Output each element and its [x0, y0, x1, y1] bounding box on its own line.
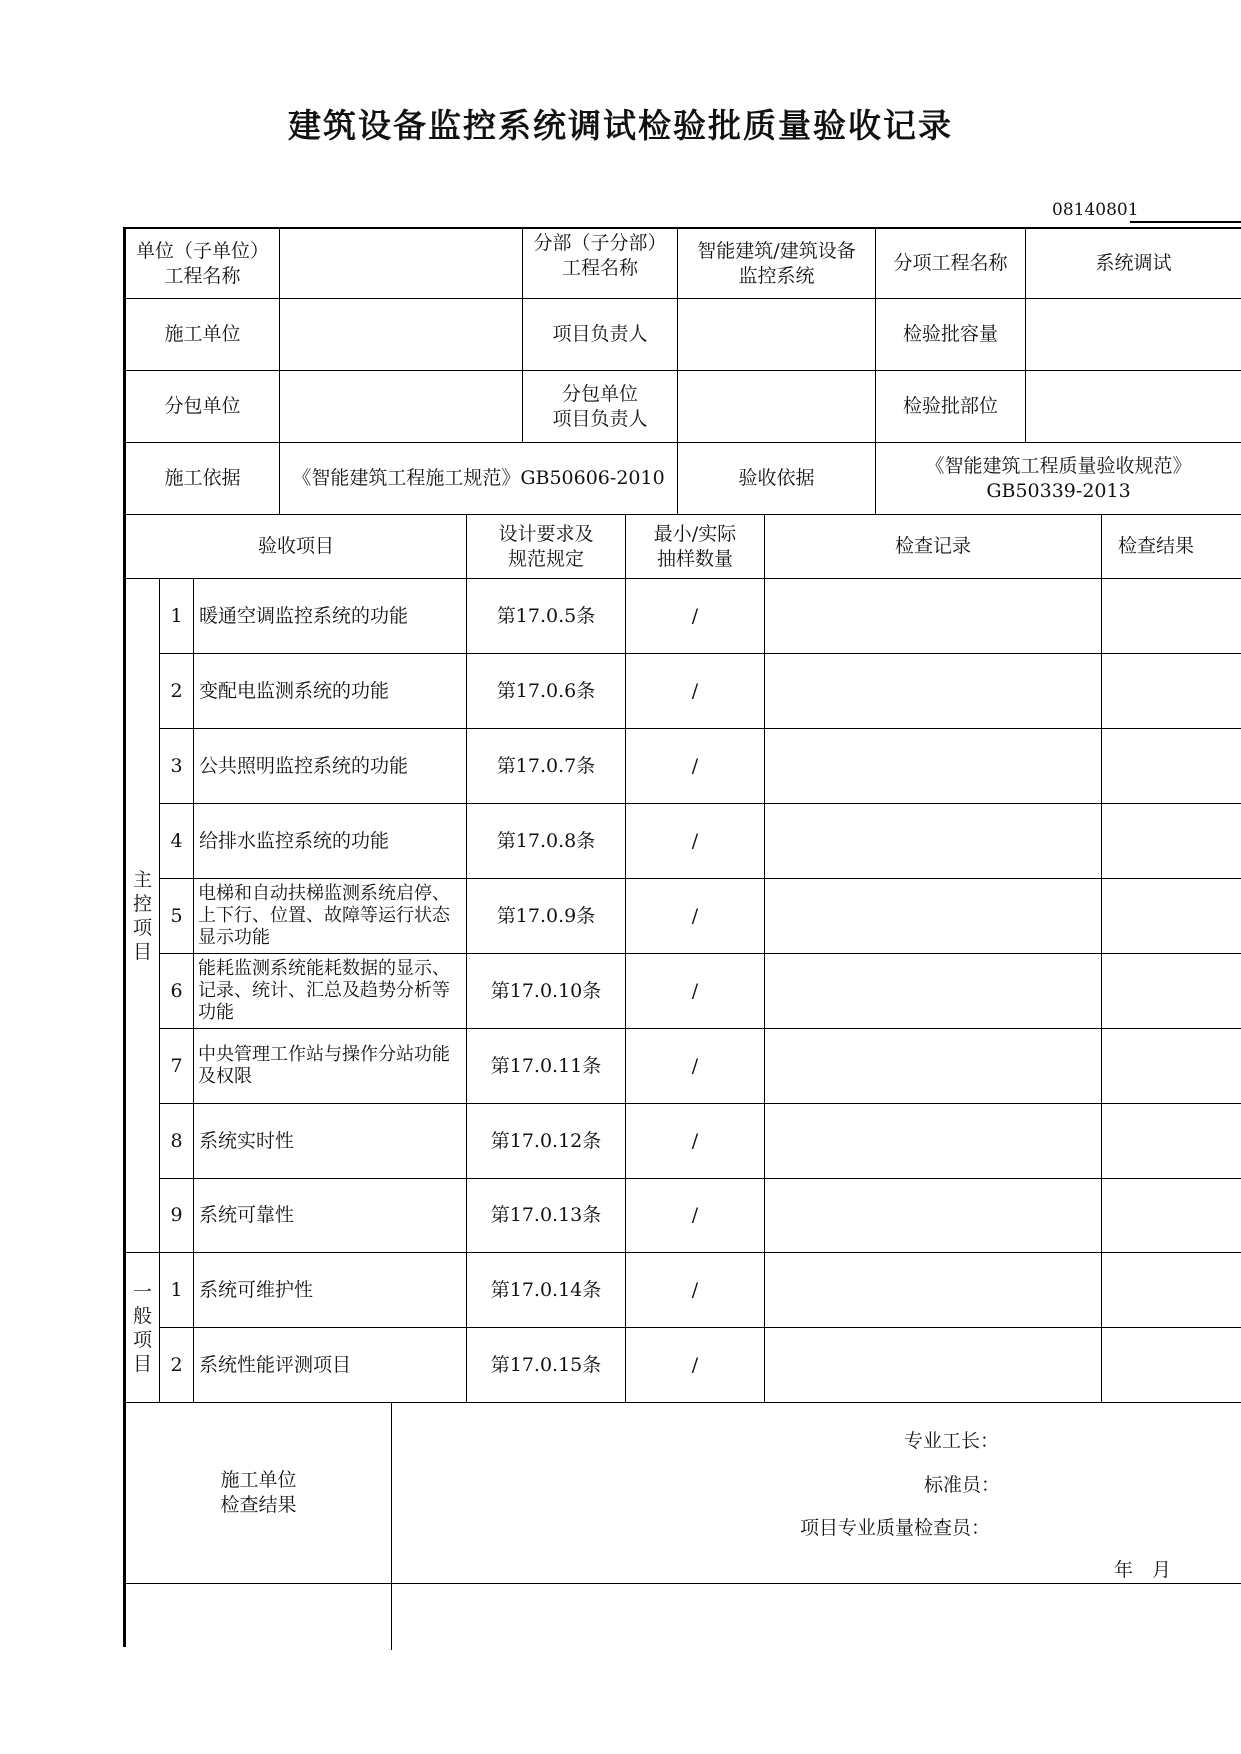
- location-label: 检验批部位: [876, 371, 1026, 443]
- item-result[interactable]: [1102, 579, 1241, 654]
- item-record[interactable]: [765, 1104, 1102, 1179]
- standard-officer-label: 标准员：: [924, 1474, 1001, 1496]
- item-clause: 第17.0.6条: [467, 654, 626, 729]
- col-result: 检查结果: [1102, 515, 1241, 579]
- col-requirement: 设计要求及 规范规定: [467, 515, 626, 579]
- item-sample[interactable]: /: [626, 954, 765, 1029]
- item-result[interactable]: [1102, 804, 1241, 879]
- subitem-value: 系统调试: [1026, 229, 1241, 299]
- location-value[interactable]: [1026, 371, 1241, 443]
- subcontractor-label: 分包单位: [126, 371, 280, 443]
- item-sample[interactable]: /: [626, 729, 765, 804]
- item-clause: 第17.0.9条: [467, 879, 626, 954]
- item-sample[interactable]: /: [626, 579, 765, 654]
- item-sample[interactable]: /: [626, 1253, 765, 1328]
- item-number: 6: [160, 954, 194, 1029]
- sub-pm-value[interactable]: [678, 371, 876, 443]
- col-record: 检查记录: [765, 515, 1102, 579]
- item-record[interactable]: [765, 1328, 1102, 1403]
- item-clause: 第17.0.7条: [467, 729, 626, 804]
- pm-label: 项目负责人: [523, 299, 678, 371]
- item-clause: 第17.0.5条: [467, 579, 626, 654]
- item-result[interactable]: [1102, 729, 1241, 804]
- accept-basis-value: 《智能建筑工程质量验收规范》 GB50339-2013: [876, 443, 1241, 515]
- foreman-label: 专业工长：: [904, 1430, 1000, 1452]
- item-clause: 第17.0.12条: [467, 1104, 626, 1179]
- item-sample[interactable]: /: [626, 1104, 765, 1179]
- item-number: 4: [160, 804, 194, 879]
- col-item: 验收项目: [126, 515, 467, 579]
- item-name: 系统可靠性: [194, 1179, 467, 1253]
- item-name: 中央管理工作站与操作分站功能及权限: [194, 1029, 467, 1104]
- item-record[interactable]: [765, 1253, 1102, 1328]
- item-record[interactable]: [765, 654, 1102, 729]
- doc-number: 08140801: [1052, 200, 1139, 220]
- item-number: 2: [160, 1328, 194, 1403]
- item-name: 暖通空调监控系统的功能: [194, 579, 467, 654]
- item-clause: 第17.0.11条: [467, 1029, 626, 1104]
- main-items-group-label: [126, 579, 160, 1253]
- item-number: 7: [160, 1029, 194, 1104]
- main-items-group-text: 主 控 项 目: [132, 868, 152, 963]
- item-number: 2: [160, 654, 194, 729]
- item-sample[interactable]: /: [626, 879, 765, 954]
- item-name: 系统可维护性: [194, 1253, 467, 1328]
- item-name: 系统性能评测项目: [194, 1328, 467, 1403]
- supervision-label: [126, 1584, 392, 1650]
- item-record[interactable]: [765, 579, 1102, 654]
- item-result[interactable]: [1102, 1253, 1241, 1328]
- division-label: 分部（子分部） 工程名称: [523, 229, 678, 299]
- unit-label: 单位（子单位） 工程名称: [126, 229, 280, 299]
- division-value: 智能建筑/建筑设备 监控系统: [678, 229, 876, 299]
- item-name: 公共照明监控系统的功能: [194, 729, 467, 804]
- check-result-label: 施工单位 检查结果: [126, 1403, 392, 1584]
- page-title: 建筑设备监控系统调试检验批质量验收记录: [288, 106, 953, 145]
- basis-label: 施工依据: [126, 443, 280, 515]
- item-sample[interactable]: /: [626, 1179, 765, 1253]
- item-sample[interactable]: /: [626, 1029, 765, 1104]
- item-name: 给排水监控系统的功能: [194, 804, 467, 879]
- item-record[interactable]: [765, 1029, 1102, 1104]
- supervision-area[interactable]: [392, 1584, 1241, 1650]
- item-number: 8: [160, 1104, 194, 1179]
- col-sample: 最小/实际 抽样数量: [626, 515, 765, 579]
- item-record[interactable]: [765, 1179, 1102, 1253]
- item-name: 能耗监测系统能耗数据的显示、记录、统计、汇总及趋势分析等功能: [194, 954, 467, 1029]
- item-name: 变配电监测系统的功能: [194, 654, 467, 729]
- subitem-label: 分项工程名称: [876, 229, 1026, 299]
- pm-value[interactable]: [678, 299, 876, 371]
- item-record[interactable]: [765, 879, 1102, 954]
- item-result[interactable]: [1102, 954, 1241, 1029]
- item-clause: 第17.0.14条: [467, 1253, 626, 1328]
- unit-value[interactable]: [280, 229, 523, 299]
- constructor-label: 施工单位: [126, 299, 280, 371]
- subcontractor-value[interactable]: [280, 371, 523, 443]
- item-result[interactable]: [1102, 879, 1241, 954]
- item-sample[interactable]: /: [626, 1328, 765, 1403]
- doc-number-underline: [1130, 221, 1241, 223]
- constructor-value[interactable]: [280, 299, 523, 371]
- item-clause: 第17.0.15条: [467, 1328, 626, 1403]
- item-sample[interactable]: /: [626, 804, 765, 879]
- item-number: 9: [160, 1179, 194, 1253]
- quality-inspector-label: 项目专业质量检查员：: [800, 1517, 991, 1539]
- date-label: 年 月: [1114, 1559, 1172, 1581]
- item-sample[interactable]: /: [626, 654, 765, 729]
- item-record[interactable]: [765, 804, 1102, 879]
- item-number: 1: [160, 579, 194, 654]
- item-number: 1: [160, 1253, 194, 1328]
- item-result[interactable]: [1102, 654, 1241, 729]
- general-items-group-text: 一 般 项 目: [132, 1280, 152, 1375]
- item-record[interactable]: [765, 954, 1102, 1029]
- item-clause: 第17.0.13条: [467, 1179, 626, 1253]
- item-result[interactable]: [1102, 1328, 1241, 1403]
- item-number: 5: [160, 879, 194, 954]
- capacity-label: 检验批容量: [876, 299, 1026, 371]
- item-result[interactable]: [1102, 1104, 1241, 1179]
- general-items-group-label: [126, 1253, 160, 1403]
- capacity-value[interactable]: [1026, 299, 1241, 371]
- item-clause: 第17.0.10条: [467, 954, 626, 1029]
- accept-basis-label: 验收依据: [678, 443, 876, 515]
- item-record[interactable]: [765, 729, 1102, 804]
- sub-pm-label: 分包单位 项目负责人: [523, 371, 678, 443]
- item-result[interactable]: [1102, 1179, 1241, 1253]
- item-result[interactable]: [1102, 1029, 1241, 1104]
- item-number: 3: [160, 729, 194, 804]
- basis-value: 《智能建筑工程施工规范》GB50606-2010: [280, 443, 678, 515]
- item-name: 电梯和自动扶梯监测系统启停、上下行、位置、故障等运行状态显示功能: [194, 879, 467, 954]
- item-name: 系统实时性: [194, 1104, 467, 1179]
- item-clause: 第17.0.8条: [467, 804, 626, 879]
